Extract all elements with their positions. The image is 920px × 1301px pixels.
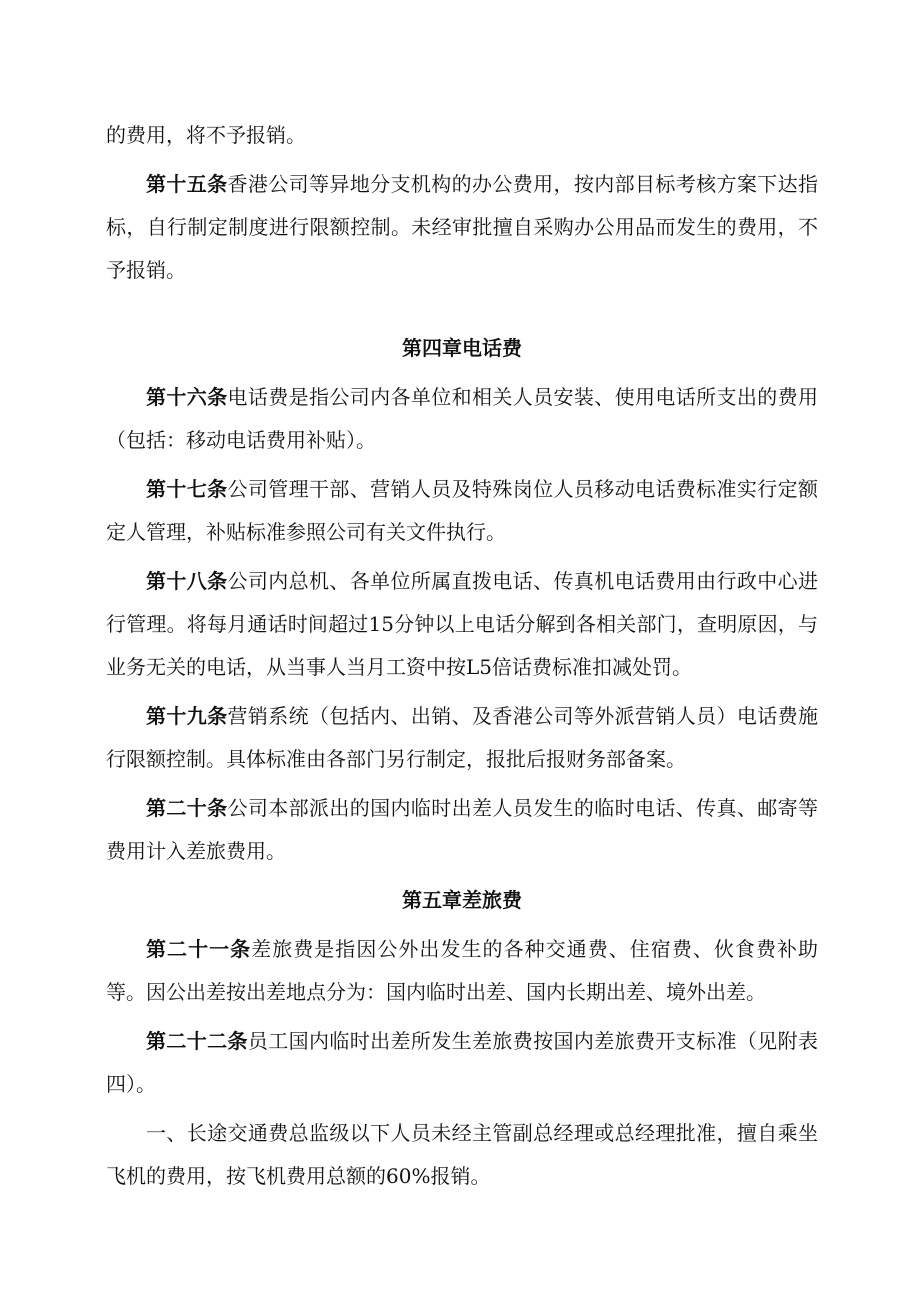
chapter-4-heading: 第四章电话费 (402, 336, 522, 360)
article-18 (106, 560, 818, 689)
paragraph-continuation (106, 114, 818, 157)
article-text: 公司管理干部、营销人员及特殊岗位人员移动电话费标准实行定额定人管理，补贴标准参照公司有关文件执行。 (106, 477, 818, 544)
article-16 (106, 376, 818, 462)
article-label: 第十七条 (146, 477, 228, 501)
article-label: 第十六条 (146, 385, 228, 409)
list-item-text: 一、长途交通费总监级以下人员未经主管副总经理或总经理批准，擅自乘坐飞机的费用，按飞机费用总额的60%报销。 (106, 1121, 818, 1188)
article-text: 差旅费是指因公外出发生的各种交通费、住宿费、伙食费补助等。因公出差按出差地点分为：国内临时出差、国内长期出差、境外出差。 (106, 937, 819, 1004)
article-text: 员工国内临时出差所发生差旅费按国内差旅费开支标准（见附表四）。 (106, 1029, 818, 1096)
article-21 (106, 928, 818, 1014)
article-text: 公司本部派出的国内临时出差人员发生的临时电话、传真、邮寄等费用计入差旅费用。 (106, 796, 818, 863)
article-text: 香港公司等异地分支机构的办公费用，按内部目标考核方案下达指标，自行制定制度进行限额控制。未经审批擅自采购办公用品而发生的费用，不予报销。 (106, 172, 818, 282)
article-17 (106, 468, 818, 554)
article-text: 电话费是指公司内各单位和相关人员安装、使用电话所支出的费用（包括：移动电话费用补贴）。 (106, 385, 818, 452)
chapter-5-heading: 第五章差旅费 (402, 888, 522, 912)
article-label: 第二十一条 (146, 937, 252, 961)
paragraph-text: 的费用，将不予报销。 (106, 123, 306, 147)
article-label: 第二十二条 (146, 1029, 248, 1053)
article-label: 第十九条 (146, 704, 228, 728)
article-22 (106, 1020, 818, 1106)
article-text: 营销系统（包括内、出销、及香港公司等外派营销人员）电话费施行限额控制。具体标准由各部门另行制定，报批后报财务部备案。 (106, 704, 818, 771)
article-19 (106, 695, 818, 781)
article-label: 第十八条 (146, 569, 228, 593)
list-item-1 (106, 1112, 818, 1198)
document-page (106, 114, 818, 1204)
article-text: 公司内总机、各单位所属直拨电话、传真机电话费用由行政中心进行管理。将每月通话时间超过15分钟以上电话分解到各相关部门，查明原因，与业务无关的电话，从当事人当月工资中按L5倍话费标准扣减处罚。 (106, 569, 818, 679)
article-label: 第二十条 (146, 796, 228, 820)
article-15 (106, 163, 818, 292)
article-label: 第十五条 (146, 172, 228, 196)
article-20 (106, 787, 818, 873)
